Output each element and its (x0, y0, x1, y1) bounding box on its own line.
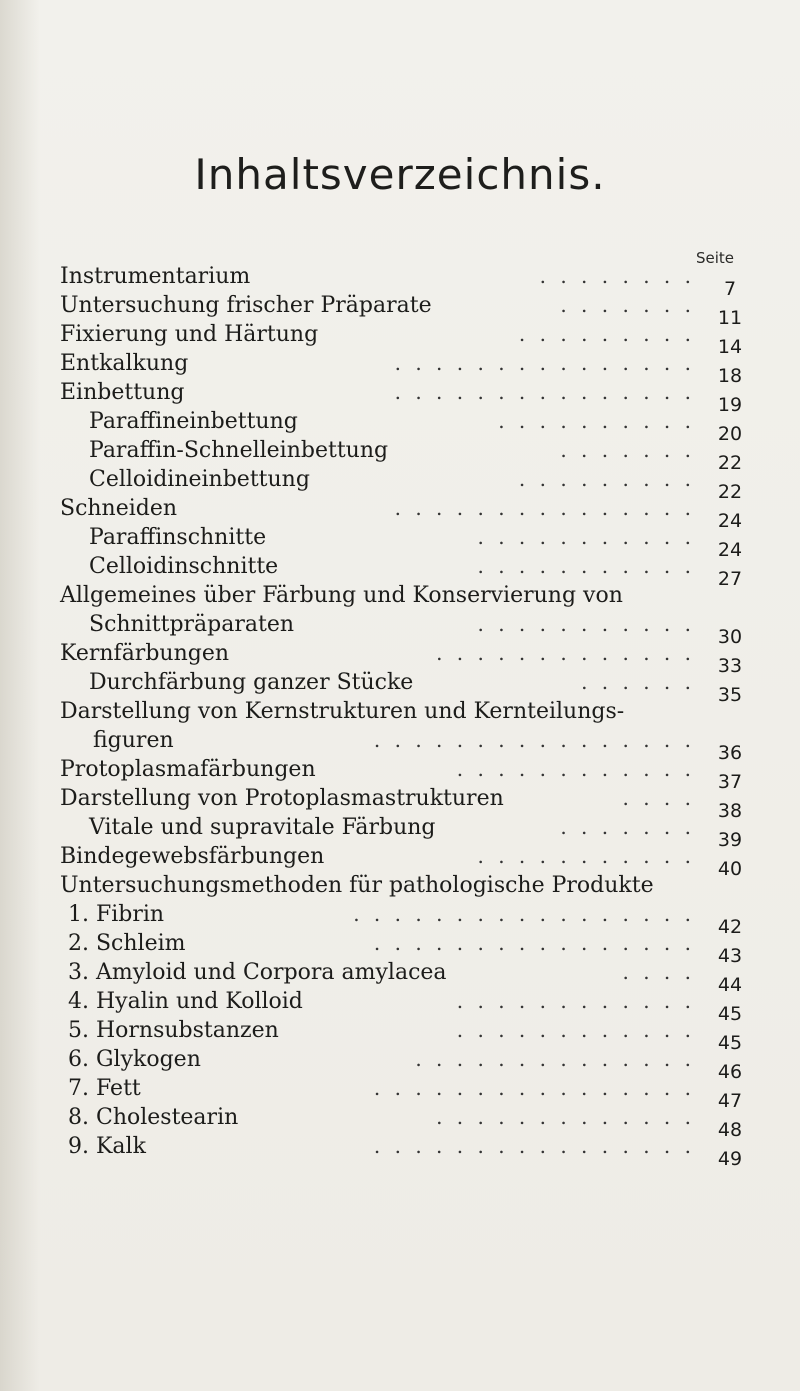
toc-entry (60, 929, 750, 967)
leader-dots: . . . . . . . . . (518, 322, 695, 346)
toc-entry-label: Durchfärbung ganzer Stücke (89, 670, 414, 695)
toc-entry (60, 320, 750, 358)
leader-dots: . . . . . . . . . . . (477, 554, 695, 578)
toc-entry (60, 610, 750, 648)
leader-dots: . . . . . . . . . . . . (456, 989, 695, 1013)
leader-dots: . . . . . . . . . (518, 467, 695, 491)
toc-entry-page: 22 (717, 481, 743, 503)
leader-dots: . . . . . . . (560, 815, 695, 839)
toc-entry (60, 291, 750, 329)
toc-entry (60, 523, 750, 561)
leader-dots: . . . . . . . . . . . . . (436, 641, 695, 665)
toc-entry (60, 552, 750, 590)
toc-entry-label: Allgemeines über Färbung und Konservierung von (60, 583, 623, 608)
toc-entry-page: 37 (717, 771, 743, 793)
leader-dots: . . . . . . . . . . . . (456, 757, 695, 781)
leader-dots: . . . . . . . . . . . . . . . . (373, 728, 695, 752)
toc-entry-label: Paraffineinbettung (89, 409, 298, 434)
toc-entry-page: 46 (717, 1061, 743, 1083)
toc-entry-label: Entkalkung (60, 351, 189, 376)
toc-entry-page: 7 (723, 278, 737, 300)
toc-entry-label: Darstellung von Kernstrukturen und Kernteilungs- (60, 699, 625, 724)
toc-entry-label: Untersuchung frischer Präparate (60, 293, 432, 318)
leader-dots: . . . . . . . . . . . . . (436, 1105, 695, 1129)
toc-entry-label: Bindegewebsfärbungen (60, 844, 325, 869)
toc-entry-page: 49 (717, 1148, 743, 1170)
toc-entry-label: figuren (93, 728, 174, 753)
toc-entry (60, 668, 750, 706)
toc-entry-page: 20 (717, 423, 743, 445)
toc-entry-label: Paraffin-Schnelleinbettung (89, 438, 389, 463)
toc-entry (60, 987, 750, 1025)
leader-dots: . . . . (622, 786, 695, 810)
toc-entry (60, 900, 750, 938)
leader-dots: . . . . . . . (560, 438, 695, 462)
toc-entry-label: 2. Schleim (68, 931, 186, 956)
page-title: Inhaltsverzeichnis. (194, 150, 606, 199)
toc-entry-label: 5. Hornsubstanzen (68, 1018, 279, 1043)
leader-dots: . . . . . . . . . . . . . . . . . (353, 902, 695, 926)
toc-entry (60, 784, 750, 822)
toc-entry (60, 494, 750, 532)
leader-dots: . . . . . . (581, 670, 695, 694)
toc-entry-label: Schneiden (60, 496, 178, 521)
toc-entry-page: 47 (717, 1090, 743, 1112)
toc-entry-label: Darstellung von Protoplasmastrukturen (60, 786, 504, 811)
leader-dots: . . . . . . . . . . . (477, 612, 695, 636)
toc-entry-label: 3. Amyloid und Corpora amylacea (68, 960, 447, 985)
toc-entry-label: Paraffinschnitte (89, 525, 267, 550)
toc-entry-label: 9. Kalk (68, 1134, 146, 1159)
leader-dots: . . . . . . . . . . . . . . (415, 1047, 695, 1071)
toc-entry-label: 8. Cholestearin (68, 1105, 239, 1130)
toc-entry-page: 39 (717, 829, 743, 851)
toc-entry (60, 871, 750, 900)
toc-entry-label: Instrumentarium (60, 264, 251, 289)
leader-dots: . . . . . . . . . . . . (456, 1018, 695, 1042)
toc-entry-page: 45 (717, 1003, 743, 1025)
toc-entry (60, 813, 750, 851)
toc-entry-page: 36 (717, 742, 743, 764)
toc-entry (60, 436, 750, 474)
toc-entry-label: Einbettung (60, 380, 185, 405)
toc-entry-page: 48 (717, 1119, 743, 1141)
toc-entry (60, 639, 750, 677)
toc-entry-page: 35 (717, 684, 743, 706)
leader-dots: . . . . . . . . . . . . . . . . (373, 931, 695, 955)
toc-entry-page: 38 (717, 800, 743, 822)
toc-entry (60, 726, 750, 764)
toc-entry-label: Protoplasmafärbungen (60, 757, 316, 782)
page-column-header: Seite (695, 249, 735, 267)
toc-entry-page: 27 (717, 568, 743, 590)
toc-entry (60, 581, 750, 610)
leader-dots: . . . . . . . . . . . . . . . (394, 496, 695, 520)
toc-entry-page: 30 (717, 626, 743, 648)
toc-entry-label: Fixierung und Härtung (60, 322, 319, 347)
leader-dots: . . . . . . . . . . . . . . . . (373, 1076, 695, 1100)
leader-dots: . . . . . . . . . . . . . . . (394, 351, 695, 375)
leader-dots: . . . . (622, 960, 695, 984)
toc-entry-page: 24 (717, 539, 743, 561)
toc-entry-page: 43 (717, 945, 743, 967)
toc-entry-label: 4. Hyalin und Kolloid (68, 989, 303, 1014)
leader-dots: . . . . . . . . . . . (477, 525, 695, 549)
toc-entry-label: 6. Glykogen (68, 1047, 201, 1072)
toc-entry-page: 11 (717, 307, 743, 329)
toc-entry-page: 22 (717, 452, 743, 474)
toc-entry (60, 407, 750, 445)
toc-entry (60, 1045, 750, 1083)
toc-entry-page: 33 (717, 655, 743, 677)
toc-entry-label: Celloidinschnitte (89, 554, 279, 579)
toc-entry-label: 7. Fett (68, 1076, 141, 1101)
toc-entry-page: 18 (717, 365, 743, 387)
toc-entry-page: 44 (717, 974, 743, 996)
toc-entry (60, 958, 750, 996)
toc-entry (60, 349, 750, 387)
leader-dots: . . . . . . . . . . (498, 409, 695, 433)
toc-entry-label: 1. Fibrin (68, 902, 165, 927)
toc-entry (60, 1074, 750, 1112)
leader-dots: . . . . . . . . . . . (477, 844, 695, 868)
toc-entry-label: Kernfärbungen (60, 641, 230, 666)
toc-entry-page: 14 (717, 336, 743, 358)
toc-entry-page: 24 (717, 510, 743, 532)
toc-entry (60, 1016, 750, 1054)
toc-entry (60, 465, 750, 503)
toc-entry (60, 1103, 750, 1141)
toc-entry (60, 697, 750, 726)
toc-entry-page: 42 (717, 916, 743, 938)
toc-entry (60, 262, 750, 300)
toc-entry-page: 40 (717, 858, 743, 880)
toc-entry (60, 1132, 750, 1170)
toc-entry-label: Vitale und supravitale Färbung (89, 815, 436, 840)
toc-entry-label: Schnittpräparaten (89, 612, 295, 637)
toc-entry-label: Untersuchungsmethoden für pathologische Produkte (60, 873, 654, 898)
leader-dots: . . . . . . . (560, 293, 695, 317)
leader-dots: . . . . . . . . . . . . . . . (394, 380, 695, 404)
toc-entry-label: Celloidineinbettung (89, 467, 310, 492)
toc-entry (60, 378, 750, 416)
leader-dots: . . . . . . . . (539, 264, 695, 288)
table-of-contents (60, 262, 750, 1170)
leader-dots: . . . . . . . . . . . . . . . . (373, 1134, 695, 1158)
toc-entry-page: 19 (717, 394, 743, 416)
toc-entry (60, 755, 750, 793)
toc-entry (60, 842, 750, 880)
toc-entry-page: 45 (717, 1032, 743, 1054)
